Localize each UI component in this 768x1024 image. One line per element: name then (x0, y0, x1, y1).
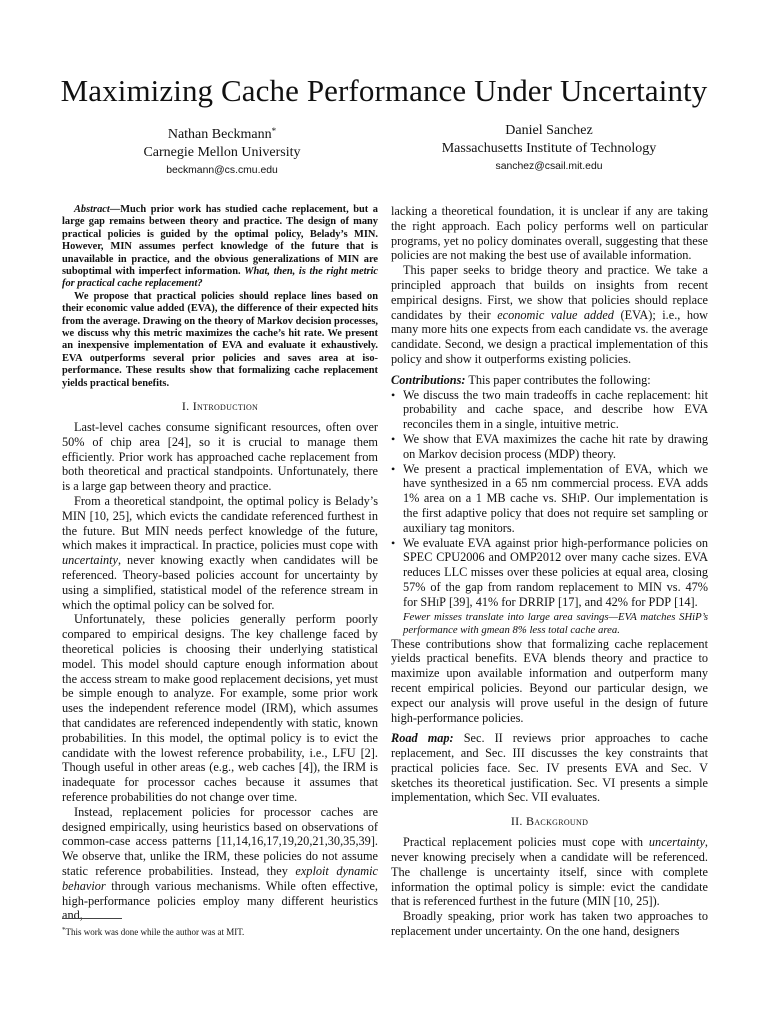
intro-paragraph-2: From a theoretical standpoint, the optimal policy is Belady’s MIN [10, 25], which evicts the candidate referenced furthest in the future. But MIN needs perfect knowledge of the future, which makes it impractical. In practice, policies must cope with uncertainty, never knowing exactly when candidates will be referenced. Theory-based policies account for uncertainty by using a simplified, statistical model of the reference stream in which the optimal policy can be solved for. (62, 494, 378, 612)
abstract-paragraph-2: We propose that practical policies should replace lines based on their economic value added (EVA), the difference of their expected hits from the average. Drawing on the theory of Markov decision processes, we discuss why this metric maximizes the cache’s hit rate. We present an inexpensive implementation of EVA and evaluate it exhaustively. EVA outperforms several prior policies and saves area at iso-performance. These results show that formalizing cache replacement yields practical benefits. (62, 290, 378, 389)
bullet-icon: • (391, 535, 396, 550)
section-heading-background: II. Background (510, 814, 589, 829)
section-heading-introduction: I. Introduction (181, 399, 259, 414)
author-affiliation: Carnegie Mellon University (143, 145, 301, 160)
abstract-lead: Abstract (74, 204, 110, 215)
author-email: sanchez@csail.mit.edu (495, 161, 603, 172)
footnote: *This work was done while the author was at MIT. (62, 926, 245, 937)
author-block-1 (107, 122, 337, 179)
list-item: • We show that EVA maximizes the cache hit rate by drawing on Markov decision process (MDP) theory. (391, 431, 708, 461)
intro-paragraph-4: Instead, replacement policies for processor caches are designed empirically, using heuristics based on observations of common-case access patterns [11,14,16,17,19,20,21,30,35,39]. We observe that, unlike the IRM, these policies do not assume static reference probabilities. Instead, they exploit dynamic behavior through various mechanisms. While often effective, high-performance policies employ many different heuristics and, (62, 804, 378, 923)
road-map-lead: Road map: (391, 731, 454, 746)
author-email: beckmann@cs.cmu.edu (166, 165, 278, 176)
contributions-summary: These contributions show that formalizing cache replacement yields practical benefits. EVA blends theory and practice to maximize upon available information and outperform many recent empirical policies. Beyond our particular design, we expect our analysis will prove useful in the design of future high-performance policies. (391, 636, 709, 725)
list-item: • We present a practical implementation of EVA, which we have synthesized in a 65 nm commercial process. EVA adds 1% area on a 1 MB cache vs. SHiP. Our implementation is the first adaptive policy that does not require set sampling or auxiliary tag monitors. (391, 461, 708, 535)
paper-title: Maximizing Cache Performance Under Uncertainty (60, 73, 708, 108)
contributions-paragraph: Contributions: This paper contributes the following: (391, 372, 651, 387)
background-paragraph-1: Practical replacement policies must cope with uncertainty, never knowing precisely when a candidate will be referenced. The challenge is uncertainty itself, since with complete information the optimal policy is simple: evict the candidate that is referenced furthest in the future (MIN [10, 25]). (391, 835, 708, 909)
author-name: Daniel Sanchez (505, 123, 593, 138)
paragraph-bridge: This paper seeks to bridge theory and practice. We take a principled approach that builds on insights from recent empirical designs. First, we show that policies should replace candidates by their economic value added (EVA); i.e., how many more hits one expects from each candidate vs. the average candidate. Second, we design a practical implementation of this policy and show it outperforms existing policies. (391, 263, 709, 366)
abstract-question: What, then, is the right metric for practical cache replacement? (62, 266, 378, 290)
road-map-paragraph: Road map: Sec. II reviews prior approaches to cache replacement, and Sec. III discusses the key constraints that practical policies face. Sec. IV presents EVA and Sec. V sketches its theoretical justification. Sec. VI presents a simple implementation, which Sec. VII evaluates. (391, 731, 708, 805)
list-item: • We evaluate EVA against prior high-performance policies on SPEC CPU2006 and OMP2012 over many cache sizes. EVA reduces LLC misses over these policies at equal area, closing 57% of the gap from random replacement to MIN vs. 47% for SHiP [39], 41% for DRRIP [17], and 42% for PDP [14]. Fewer misses translate into large area savings—EVA matches SHiP’s performance with gmean 8% less total cache area. (391, 535, 708, 636)
bullet-icon: • (391, 461, 396, 476)
list-item: • We discuss the two main tradeoffs in cache replacement: hit probability and cache space, and describe how EVA reconciles them in a single, intuitive metric. (391, 387, 708, 432)
right-column (391, 204, 708, 939)
author-name: Nathan Beckmann* (167, 126, 277, 142)
highlight-quote: Fewer misses translate into large area savings—EVA matches SHiP’s performance with gmean 8% less total cache area. (403, 610, 708, 636)
paragraph-continued: lacking a theoretical foundation, it is unclear if any are taking the right approach. Each policy performs well on particular programs, yet no policy dominates overall, suggesting that these policies are not making the best use of available information. (391, 204, 708, 263)
footnote-rule (62, 918, 122, 919)
author-affiliation: Massachusetts Institute of Technology (441, 141, 657, 156)
author-block-2 (424, 122, 674, 175)
left-column (62, 204, 378, 923)
bullet-icon: • (391, 431, 396, 446)
bullet-icon: • (391, 387, 396, 402)
background-paragraph-2: Broadly speaking, prior work has taken two approaches to replacement under uncertainty. On the one hand, designers (391, 909, 708, 939)
abstract-paragraph-1: Abstract—Much prior work has studied cache replacement, but a large gap remains between theory and practice. The design of many practical policies is guided by the optimal policy, Belady’s MIN. However, MIN assumes perfect knowledge of the future that is unavailable in practice, and the obvious generalizations of MIN are suboptimal with imperfect information. What, then, is the right metric for practical cache replacement? (62, 204, 378, 290)
contributions-list (391, 388, 708, 637)
intro-paragraph-3: Unfortunately, these policies generally perform poorly compared to empirical designs. The key challenge faced by theoretical policies is choosing their underlying statistical model. This model should capture enough information about the access stream to make good replacement decisions, yet must be simple enough to analyze. For example, some prior work uses the independent reference model (IRM), which assumes that candidates are referenced independently with static, known probabilities. In this model, the optimal policy is to evict the candidate with the lowest reference probability, i.e., LFU [2]. Though useful in other areas (e.g., web caches [4]), the IRM is inadequate for processor caches because it assumes that reference probabilities do not change over time. (62, 612, 379, 805)
contributions-lead: Contributions: (391, 372, 466, 387)
intro-paragraph-1: Last-level caches consume significant resources, often over 50% of chip area [24], so it is crucial to manage them efficiently. Prior work has approached cache replacement from both theoretical and practical standpoints. Unfortunately, there is a large gap between theory and practice. (62, 420, 378, 494)
